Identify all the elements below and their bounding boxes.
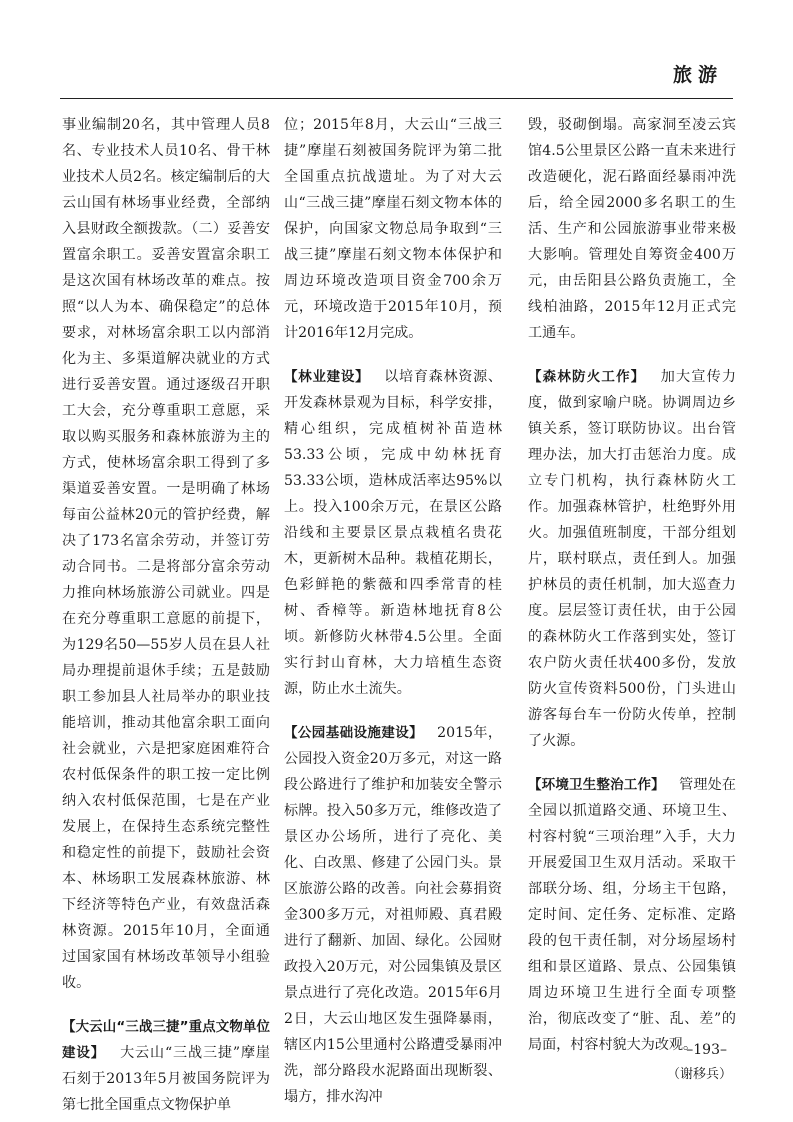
heading-infrastructure: 【公园基础设施建设】 xyxy=(284,725,424,741)
heading-forestry: 【林业建设】 xyxy=(284,369,370,385)
column-2 xyxy=(284,112,502,1110)
header-rule xyxy=(60,98,733,99)
heading-cultural-relic: 【大云山“三战三捷”重点文物单位建设】 xyxy=(62,1019,270,1061)
section-title: 旅游 xyxy=(672,64,723,86)
heading-sanitation: 【环境卫生整治工作】 xyxy=(528,777,665,793)
section-sanitation xyxy=(528,772,736,1058)
text-fire-prevention: 加大宣传力度，做到家喻户晓。协调周边乡镇关系，签订联防协议。出台管理办法，加大打击惩治力度。成立专门机构，执行森林防火工作。加强森林管护，杜绝野外用火。加强值班制度，干部分组划片，联村联点，责任到人。加强护林员的责任机制，加大巡查力度。层层签订责任状，由于公园的森林防火工作落到实处，签订农户防火责任状400多份，发放防火宣传资料500份，门头进山游客每台车一份防火传单，控制了火源。 xyxy=(528,369,736,749)
section-fire-prevention xyxy=(528,364,736,754)
page-number: –193– xyxy=(686,1042,727,1058)
text-forestry: 以培育森林资源、开发森林景观为目标，科学安排，精心组织，完成植树补苗造林53.33公顷，完成中幼林抚育53.33公顷，造林成活率达95%以上。投入100余万元，在景区公路沿线和主要景区景点栽植名贵花木，更新树木品种。栽植花期长，色彩鲜艳的紫薇和四季常青的桂树、香樟等。新造林地抚育8公顷。新修防火林带4.5公里。全面实行封山育林，大力培植生态资源，防止水土流失。 xyxy=(284,369,503,697)
paragraph-cultural-relic-cont: 位；2015年8月，大云山“三战三捷”摩崖石刻被国务院评为第二批全国重点抗战遗址。为了对大云山“三战三捷”摩崖石刻文物本体的保护，向国家文物总局争取到“三战三捷”摩崖石刻文物本体保护和周边环境改造项目资金700余万元，环境改造于2015年10月，预计2016年12月完成。 xyxy=(284,117,502,341)
text-infrastructure: 2015年，公园投入资金20万多元，对这一路段公路进行了维护和加装安全警示标牌。投入50多万元，维修改造了景区办公场所，进行了亮化、美化、白改黑、修建了公园门头。景区旅游公路的改善。向社会募捐资金300多万元，对祖师殿、真君殿进行了翻新、加固、绿化。公园财政投入20万元，对公园集镇及景区景点进行了亮化改造。2015年6月2日，大云山地区发生强降暴雨，辖区内15公里通村公路遭受暴雨冲洗，部分路段水泥路面出现断裂、塌方，排水沟冲 xyxy=(284,725,503,1105)
column-3 xyxy=(528,112,736,1088)
text-sanitation: 管理处在全园以抓道路交通、环境卫生、村容村貌“三项治理”入手，大力开展爱国卫生双月活动。采取干部联分场、组，分场主干包路，定时间、定任务、定标准、定路段的包干责任制，对分场屋场村组和景区道路、景点、公园集镇周边环境卫生进行全面专项整治，彻底改变了“脏、乱、差”的局面，村容村貌大为改观。 xyxy=(528,777,737,1053)
author-credit: （谢移兵） xyxy=(666,1067,732,1082)
column-1 xyxy=(62,112,270,1118)
text-cultural-relic: 大云山“三战三捷”摩崖石刻于2013年5月被国务院评为第七批全国重点文物保护单 xyxy=(62,1045,270,1113)
paragraph-forest-farm-reform: 事业编制20名，其中管理人员8名、专业技术人员10名、骨干林业技术人员2名。核定编制后的大云山国有林场事业经费，全部纳入县财政全额拨款。（二）妥善安置富余职工。妥善安置富余职工是这次国有林场改革的难点。按照“以人为本、确保稳定”的总体要求，对林场富余职工以内部消化为主、多渠道解决就业的方式进行妥善安置。通过逐级召开职工大会，充分尊重职工意愿，采取以购买服务和森林旅游为主的方式，使林场富余职工得到了多渠道妥善安置。一是明确了林场每亩公益林20元的管护经费，解决了173名富余劳动，并签订劳动合同书。二是将部分富余劳动力推向林场旅游公司就业。四是在充分尊重职工意愿的前提下，为129名50—55岁人员在县人社局办理提前退休手续；五是鼓励职工参加县人社局举办的职业技能培训，推动其他富余职工面向社会就业，六是把家庭困难符合农村低保条件的职工按一定比例纳入农村低保范围，七是在产业发展上，在保持生态系统完整性和稳定性的前提下，鼓励社会资本、林场职工发展森林旅游、林下经济等特色产业，有效盘活森林资源。2015年10月，全面通过国家国有林场改革领导小组验收。 xyxy=(62,117,270,991)
heading-fire-prevention: 【森林防火工作】 xyxy=(528,369,646,385)
section-forestry xyxy=(284,364,502,702)
section-infrastructure xyxy=(284,720,502,1110)
paragraph-infrastructure-cont: 毁，驳砌倒塌。高家洞至凌云宾馆4.5公里景区公路一直未来进行改造硬化，泥石路面经暴雨冲洗后，给全园2000多名职工的生活、生产和公园旅游事业带来极大影响。管理处自筹资金400万元，由岳阳县公路负责施工，全线柏油路，2015年12月正式完工通车。 xyxy=(528,117,736,341)
section-cultural-relic xyxy=(62,1014,270,1118)
